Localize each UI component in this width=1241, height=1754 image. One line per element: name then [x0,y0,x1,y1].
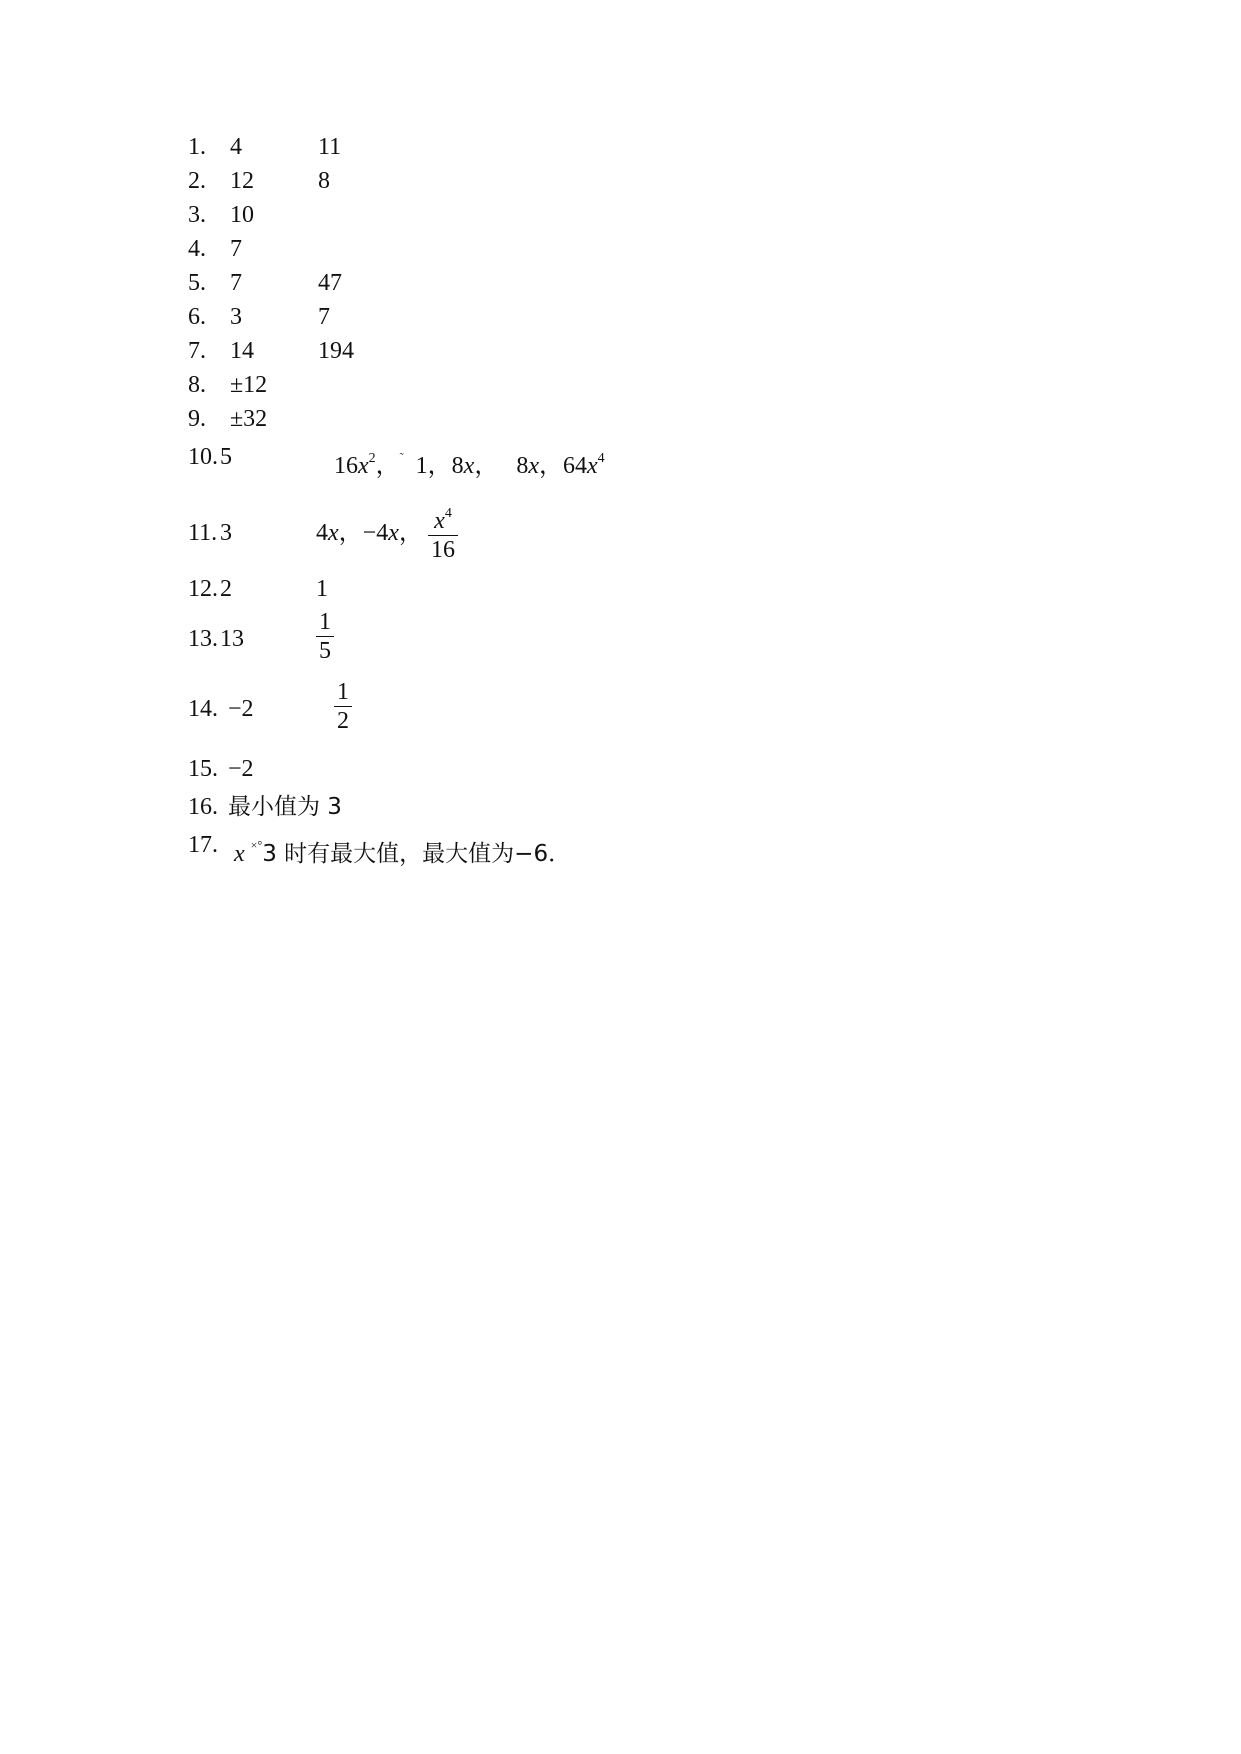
expr-part: ， [398,520,423,546]
fraction-numerator-exponent: 4 [444,506,452,521]
answer-expression [334,440,605,483]
expr-part: 1，8 [415,453,464,479]
expr-variable: x [328,520,339,546]
fraction-numerator: 1 [334,678,352,707]
item-number: 2. [188,168,206,194]
answer-first: 4 [230,134,242,160]
item-number: 11. [188,520,218,546]
fraction-numerator: 1 [316,608,334,637]
item-number: 14. [188,696,218,722]
item-number: 6. [188,304,206,330]
answer-second: 1 [316,576,328,602]
answer-first: 10 [230,202,254,228]
answer-second: 47 [318,270,342,296]
answer-second: 7 [318,304,330,330]
answer-first: 7 [230,236,242,262]
fraction-1-over-5 [316,608,334,665]
answer-text: 最小值为 3 [228,794,342,820]
expr-variable: x [358,453,369,479]
answer-first: 5 [220,444,232,470]
answer-first: 14 [230,338,254,364]
item-number: 9. [188,406,206,432]
answer-first: 3 [220,520,232,546]
item-number: 16. [188,794,218,820]
expr-variable: x [463,453,475,479]
expr-variable: x [388,520,399,546]
expr-part: 64 [562,453,587,479]
fraction-denominator: 16 [431,537,455,563]
expr-part: 16 [334,453,358,479]
item-number: 4. [188,236,206,262]
fraction-denominator: 2 [337,708,349,734]
expr-part: ，−4 [338,520,389,546]
answer-first: 12 [230,168,254,194]
answer-first: −2 [228,756,254,782]
answer-second: 11 [318,134,342,160]
answer-first: ±12 [230,372,268,398]
item-number: 13. [188,626,218,652]
expr-exponent: 2 [368,451,376,466]
expr-exponent: 4 [597,451,605,466]
answer-first: 3 [230,304,242,330]
fraction-1-over-2 [334,678,352,735]
answer-text: 3 时有最大值，最大值为−6． [262,841,572,867]
item-number: 10. [188,444,218,470]
item-number: 17. [188,832,218,858]
expr-part: 8 [516,453,529,479]
expr-part: ， [375,453,400,479]
expr-part: ， [474,453,499,479]
expr-variable: x [586,453,598,479]
item-number: 5. [188,270,206,296]
answer-first: 13 [220,626,244,652]
fraction-x4-over-16 [428,500,458,564]
answer-first: 7 [230,270,242,296]
item-number: 8. [188,372,206,398]
item-number: 3. [188,202,206,228]
expr-variable: x [234,841,245,867]
answer-first: ±32 [230,406,268,432]
answer-first: −2 [228,696,254,722]
expr-variable: x [528,453,539,479]
item-number: 15. [188,756,218,782]
equals-glyph-icon: ×° [250,838,263,852]
item-number: 1. [188,134,206,160]
answer-expression [234,828,571,871]
expr-part: ， [538,453,563,479]
fraction-denominator: 5 [319,638,331,664]
expr-part: 4 [316,520,328,546]
answer-second: 194 [318,338,354,364]
item-number: 7. [188,338,206,364]
fraction-numerator-variable: x [434,508,445,534]
answer-second: 8 [318,168,330,194]
answer-first: 2 [220,576,232,602]
tilde-mark-icon: ˜ [399,450,404,464]
item-number: 12. [188,576,218,602]
answer-expression [316,516,423,550]
